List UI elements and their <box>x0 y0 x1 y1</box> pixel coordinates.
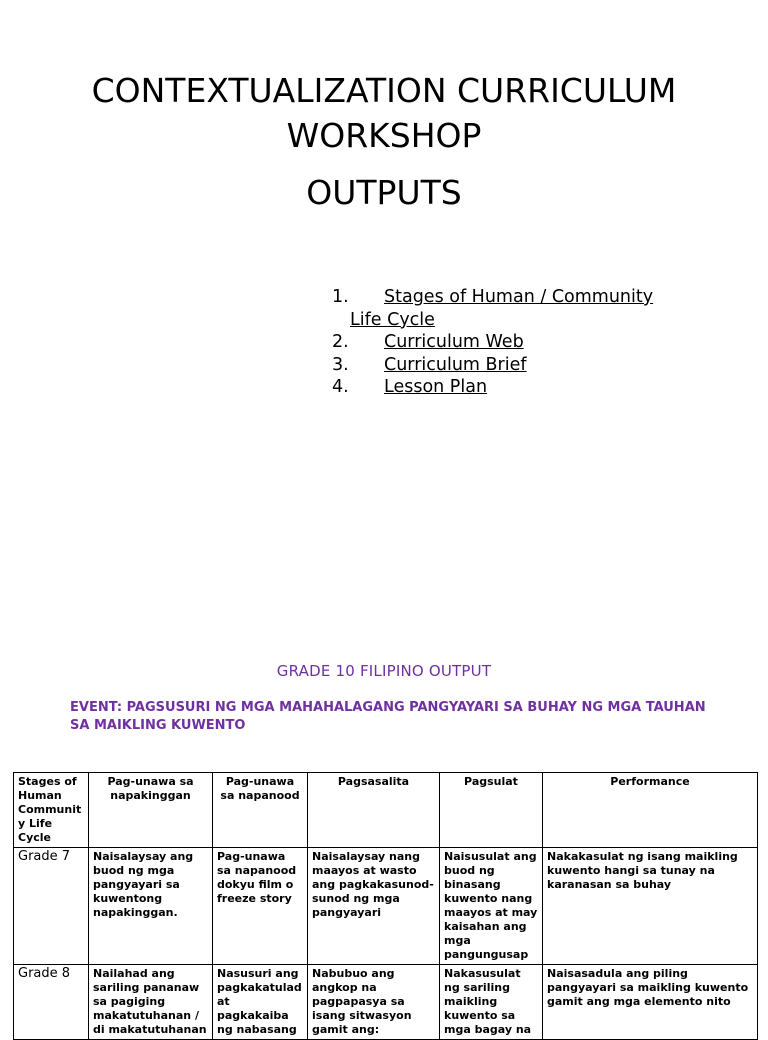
table-cell: Nakakasulat ng isang maikling kuwento hangi sa tunay na karanasan sa buhay <box>543 848 758 965</box>
table-cell: Grade 7 <box>14 848 89 965</box>
table-cell: Naisalaysay nang maayos at wasto ang pagkakasunod-sunod ng mga pangyayari <box>308 848 440 965</box>
list-item <box>332 354 702 377</box>
column-header: Pagsulat <box>440 773 543 848</box>
table-cell: Nakasusulat ng sariling maikling kuwento sa mga bagay na <box>440 965 543 1040</box>
list-number: 4. <box>332 377 349 397</box>
table-cell: Naisalaysay ang buod ng mga pangyayari sa kuwentong napakinggan. <box>89 848 213 965</box>
curriculum-table <box>13 772 758 1040</box>
table-cell: Naisasadula ang piling pangyayari sa maikling kuwento gamit ang mga elemento nito <box>543 965 758 1040</box>
table-row <box>14 848 758 965</box>
list-text: Stages of Human / Community <box>384 287 654 307</box>
table-cell: Nasusuri ang pagkakatulad at pagkakaiba ng nabasang <box>213 965 308 1040</box>
document-title-line-2: WORKSHOP <box>286 116 482 155</box>
list-number: 3. <box>332 354 349 375</box>
outputs-list <box>332 286 702 399</box>
column-header: Pag-unawa sa napanood <box>213 773 308 848</box>
list-item <box>332 286 702 331</box>
column-header: Stages of Human Communit y Life Cycle <box>14 773 89 848</box>
table-cell: Pag-unawa sa napanood dokyu film o freeze story <box>213 848 308 965</box>
document-title-line-1: CONTEXTUALIZATION CURRICULUM <box>91 71 677 110</box>
list-text: Lesson Plan <box>384 377 488 397</box>
column-header: Pagsasalita <box>308 773 440 848</box>
list-item <box>332 376 702 399</box>
list-text-continued: Life Cycle <box>350 309 435 330</box>
table-cell: Nabubuo ang angkop na pagpapasya sa isang sitwasyon gamit ang: <box>308 965 440 1040</box>
column-header: Pag-unawa sa napakinggan <box>89 773 213 848</box>
list-text: Curriculum Web <box>384 332 524 352</box>
document-subtitle: OUTPUTS <box>306 173 462 212</box>
list-number: 1. <box>332 287 349 307</box>
table-header-row <box>14 773 758 848</box>
table-cell: Grade 8 <box>14 965 89 1040</box>
table-cell: Nailahad ang sariling pananaw sa pagiging makatutuhanan / di makatutuhanan <box>89 965 213 1040</box>
list-text: Curriculum Brief <box>384 354 527 375</box>
list-number: 2. <box>332 332 349 352</box>
event-heading: EVENT: PAGSUSURI NG MGA MAHAHALAGANG PANGYAYARI SA BUHAY NG MGA TAUHAN SA MAIKLING KUWENTO <box>70 700 706 733</box>
list-item <box>332 331 702 354</box>
column-header: Performance <box>543 773 758 848</box>
section-heading: GRADE 10 FILIPINO OUTPUT <box>276 662 492 680</box>
table-cell: Naisusulat ang buod ng binasang kuwento nang maayos at may kaisahan ang mga pangungusap <box>440 848 543 965</box>
table-row <box>14 965 758 1040</box>
